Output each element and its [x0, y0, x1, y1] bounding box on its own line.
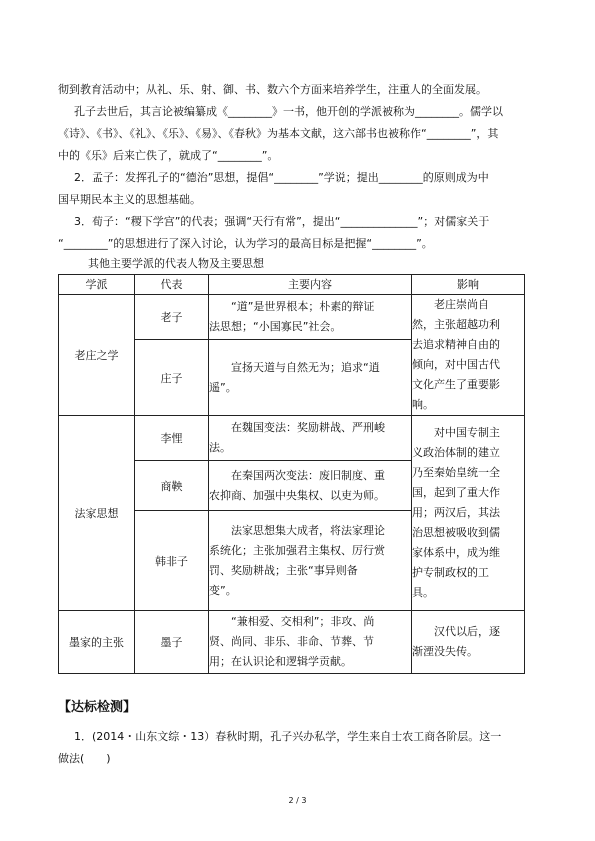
content-cell — [209, 461, 412, 511]
cell-line: 遥”。 — [209, 380, 237, 394]
school-cell: 墨家的主张 — [59, 611, 135, 674]
cell-line: 变”。 — [209, 583, 237, 597]
cell-line: 法。 — [209, 441, 231, 454]
cell-line: 用；在认识论和逻辑学贡献。 — [209, 655, 352, 668]
cell-line: 治思想被吸收到儒 — [412, 526, 500, 539]
header-influence: 影响 — [412, 275, 525, 295]
cell-line: 去追求精神自由的 — [412, 338, 500, 351]
cell-line: 汉代以后，逐 — [434, 625, 500, 638]
content-cell — [209, 416, 412, 461]
representative-cell: 商鞅 — [135, 461, 209, 511]
cell-line: 文化产生了重要影 — [412, 378, 500, 391]
table-row — [59, 611, 525, 674]
paragraph-line: 孔子去世后，其言论被编纂成《________》一书，他开创的学派被称为________。儒学以 — [74, 105, 503, 118]
cell-line: 渐湮没失传。 — [412, 645, 478, 658]
cell-line: 国，起到了重大作 — [412, 486, 500, 499]
cell-line: 护专制政权的工 — [412, 566, 489, 579]
cell-line: 法家思想集大成者，将法家理论 — [231, 523, 385, 537]
paragraph-line: 3．荀子：“稷下学宫”的代表；强调“天行有常”，提出“______________”；对儒家关于 — [74, 215, 490, 228]
content-cell — [209, 511, 412, 611]
paragraph-line: 2．孟子：发挥孔子的“德治”思想，提倡“________”学说；提出________的原则成为中 — [74, 171, 489, 184]
header-school: 学派 — [59, 275, 135, 295]
cell-line: 宣扬天道与自然无为；追求“逍 — [231, 360, 380, 374]
cell-line: 在魏国变法：奖励耕战、严刑峻 — [231, 421, 385, 434]
paragraph-line: “________”的思想进行了深入讨论，认为学习的最高目标是把握“________”。 — [58, 237, 433, 250]
content-cell — [209, 340, 412, 416]
influence-cell — [412, 416, 525, 611]
cell-line: 义政治体制的建立 — [412, 446, 500, 459]
content-cell — [209, 611, 412, 674]
cell-line: 响。 — [412, 398, 434, 411]
cell-line: 农抑商、加强中央集权、以吏为师。 — [209, 488, 385, 502]
cell-line: 家体系中，成为维 — [412, 546, 500, 559]
cell-line: “兼相爱、交相利”；非攻、尚 — [231, 615, 375, 628]
cell-line: 对中国专制主 — [434, 426, 500, 439]
header-content: 主要内容 — [209, 275, 412, 295]
question-line: 做法( ) — [58, 752, 111, 765]
cell-line: 系统化；主张加强君主集权、厉行赏 — [209, 543, 385, 557]
cell-line: “道”是世界根本；朴素的辩证 — [231, 300, 375, 314]
influence-cell — [412, 295, 525, 416]
table-row — [59, 416, 525, 461]
table-header-row — [59, 275, 525, 295]
cell-line: 乃至秦始皇统一全 — [412, 466, 500, 479]
header-representative: 代表 — [135, 275, 209, 295]
cell-line: 倾向，对中国古代 — [412, 358, 500, 371]
school-cell: 老庄之学 — [59, 295, 135, 416]
question-line: 1．(2014・山东文综・13）春秋时期，孔子兴办私学，学生来自士农工商各阶层。这一 — [74, 730, 502, 743]
representative-cell: 墨子 — [135, 611, 209, 674]
cell-line: 老庄崇尚自 — [434, 298, 489, 311]
paragraph-line: 中的《乐》后来亡佚了，就成了“________”。 — [58, 149, 279, 162]
cell-line: 贤、尚同、非乐、非命、节葬、节 — [209, 635, 374, 648]
representative-cell: 老子 — [135, 295, 209, 340]
cell-line: 用；两汉后，其法 — [412, 506, 500, 519]
paragraph-line: 国早期民本主义的思想基础。 — [58, 193, 201, 206]
table-caption: 其他主要学派的代表人物及主要思想 — [88, 257, 264, 270]
page-number: 2 / 3 — [288, 796, 307, 805]
section-title: 【达标检测】 — [58, 700, 137, 715]
content-cell — [209, 295, 412, 340]
cell-line: 罚、奖励耕战；主张“事异则备 — [209, 563, 358, 577]
representative-cell: 李悝 — [135, 416, 209, 461]
representative-cell: 庄子 — [135, 340, 209, 416]
paragraph-line: 彻到教育活动中；从礼、乐、射、御、书、数六个方面来培养学生，注重人的全面发展。 — [58, 83, 487, 96]
cell-line: 法思想；“小国寡民”社会。 — [209, 320, 342, 334]
cell-line: 具。 — [412, 586, 434, 599]
cell-line: 然，主张超越功利 — [412, 318, 500, 331]
table-row — [59, 295, 525, 340]
schools-table — [58, 274, 525, 674]
representative-cell: 韩非子 — [135, 511, 209, 611]
school-cell: 法家思想 — [59, 416, 135, 611]
influence-cell — [412, 611, 525, 674]
cell-line: 在秦国两次变法：废旧制度、重 — [231, 468, 385, 482]
paragraph-line: 《诗》、《书》、《礼》、《乐》、《易》、《春秋》为基本文献，这六部书也被称作“________”，其 — [58, 127, 499, 140]
